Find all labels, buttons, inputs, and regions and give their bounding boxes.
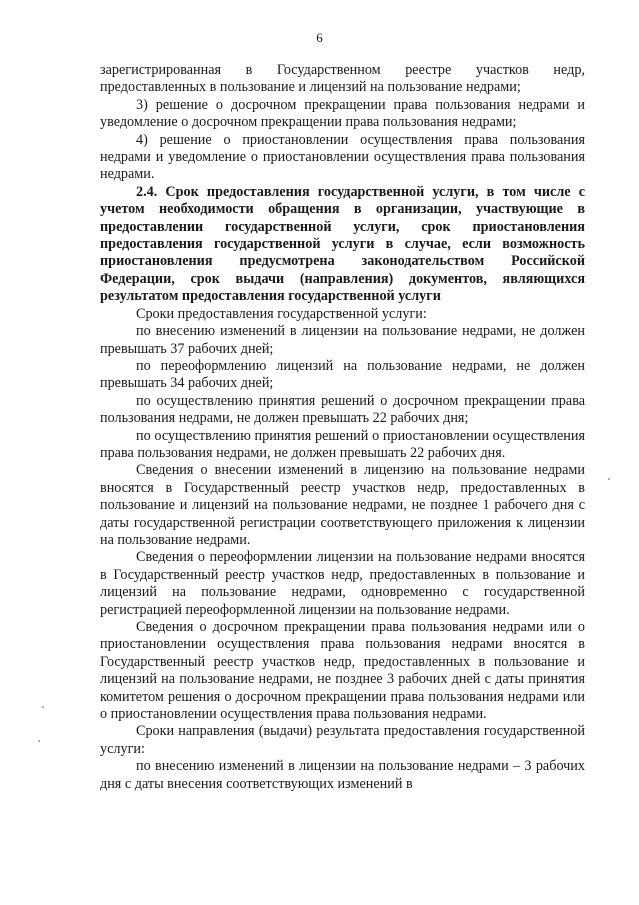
scan-speck [38, 740, 40, 742]
paragraph-term-termination: по осуществлению принятия решений о досрочном прекращении права пользования недрами, не должен превышать 22 рабочих дня; [100, 392, 585, 427]
scan-speck [42, 706, 44, 708]
document-body [100, 62, 585, 793]
paragraph-delivery-amendments: по внесению изменений в лицензии на пользование недрами – 3 рабочих дня с даты внесения соответствующих изменений в [100, 758, 585, 792]
scan-speck [608, 478, 610, 480]
paragraph-term-suspension: по осуществлению принятия решений о приостановлении осуществления права пользования недрами, не должен превышать 22 рабочих дня. [100, 427, 585, 461]
paragraph-registry-reissue: Сведения о переоформлении лицензии на пользование недрами вносятся в Государственный реестр участков недр, предоставленных в пользование и лицензий на пользование недрами, одновременно с государственной регистрацией переоформленной лицензии на пользование недрами. [100, 549, 585, 618]
paragraph-item-4: 4) решение о приостановлении осуществления права пользования недрами и уведомление о приостановлении осуществления права пользования недрами. [100, 131, 585, 183]
paragraph-terms-intro: Сроки предоставления государственной услуги: [136, 305, 427, 322]
section-heading-2-4: 2.4. Срок предоставления государственной услуги, в том числе с учетом необходимости обращения в организации, участвующие в предоставлении государственной услуги, срок приостановления предоставления государственной услуги в случае, если возможность приостановления предусмотрена законодательством Российской Федерации, срок выдачи (направления) документов, являющихся результатом предоставления государственной услуги [100, 183, 585, 305]
paragraph-registry-amendments: Сведения о внесении изменений в лицензию на пользование недрами вносятся в Государственный реестр участков недр, предоставленных в пользование и лицензий на пользование недрами, не позднее 1 рабочего дня с даты государственной регистрации соответствующего приложения к лицензии на пользование недрами. [100, 462, 585, 548]
paragraph-term-amendments: по внесению изменений в лицензии на пользование недрами, не должен превышать 37 рабочих дней; [100, 323, 585, 357]
paragraph-continuation: зарегистрированная в Государственном реестре участков недр, предоставленных в пользование и лицензий на пользование недрами; [100, 62, 585, 96]
paragraph-term-reissue: по переоформлению лицензий на пользование недрами, не должен превышать 34 рабочих дней; [100, 357, 585, 392]
page-number: 6 [316, 30, 323, 45]
paragraph-registry-termination: Сведения о досрочном прекращении права пользования недрами или о приостановлении осуществления права пользования недрами вносятся в Государственный реестр участков недр, предоставленных в пользование и лицензий на пользование недрами, не позднее 3 рабочих дней с даты принятия комитетом решения о досрочном прекращении права пользования недрами или о приостановлении осуществления права пользования недрами. [100, 619, 585, 723]
paragraph-item-3: 3) решение о досрочном прекращении права пользования недрами и уведомление о досрочном прекращении права пользования недрами; [100, 96, 585, 131]
paragraph-delivery-terms-intro: Сроки направления (выдачи) результата предоставления государственной услуги: [100, 723, 585, 757]
